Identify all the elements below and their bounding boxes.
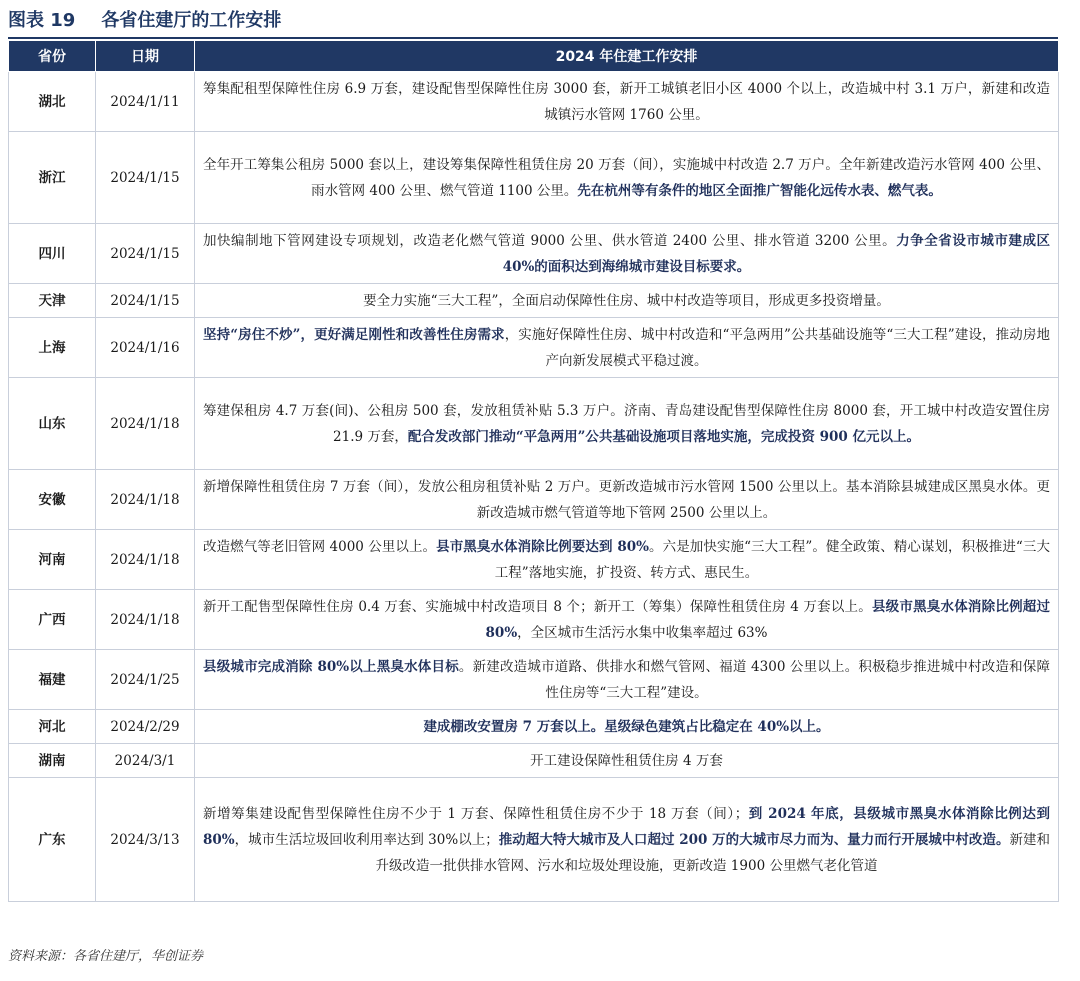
plan-text-emphasis: 县级城市完成消除 80%以上黑臭水体目标 xyxy=(203,658,459,675)
plan-cell xyxy=(195,590,1059,650)
plan-text: 开工建设保障性租赁住房 4 万套 xyxy=(530,752,723,769)
date-cell: 2024/2/29 xyxy=(96,710,195,744)
plan-text-emphasis: 县级市黑臭水体消除比例超过 80% xyxy=(485,598,1050,641)
province-cell: 安徽 xyxy=(9,470,96,530)
plan-text: 全年开工筹集公租房 5000 套以上，建设筹集保障性租赁住房 20 万套（间），实施城中村改造 2.7 万户。全年新建改造污水管网 400 公里、雨水管网 400 公里、燃气管道 1100 公里。 xyxy=(203,156,1050,199)
table-row xyxy=(9,778,1059,902)
date-cell: 2024/1/16 xyxy=(96,318,195,378)
table-row xyxy=(9,318,1059,378)
province-cell: 山东 xyxy=(9,378,96,470)
date-cell: 2024/1/15 xyxy=(96,224,195,284)
province-cell: 河南 xyxy=(9,530,96,590)
table-row xyxy=(9,284,1059,318)
plan-text-emphasis: 配合发改部门推动“平急两用”公共基础设施项目落地实施，完成投资 900 亿元以上。 xyxy=(407,428,920,445)
table-row xyxy=(9,132,1059,224)
province-cell: 湖北 xyxy=(9,72,96,132)
province-cell: 湖南 xyxy=(9,744,96,778)
plan-text-emphasis: 坚持“房住不炒”，更好满足刚性和改善性住房需求 xyxy=(203,326,505,343)
plan-text: 。新建改造城市道路、供排水和燃气管网、福道 4300 公里以上。积极稳步推进城中村改造和保障性住房等“三大工程”建设。 xyxy=(458,658,1050,701)
date-cell: 2024/1/11 xyxy=(96,72,195,132)
plan-cell xyxy=(195,132,1059,224)
date-cell: 2024/1/18 xyxy=(96,378,195,470)
plan-text: 筹集配租型保障性住房 6.9 万套，建设配售型保障性住房 3000 套，新开工城镇老旧小区 4000 个以上，改造城中村 3.1 万户，新建和改造城镇污水管网 1760 公里。 xyxy=(203,80,1050,123)
plan-cell xyxy=(195,470,1059,530)
province-cell: 浙江 xyxy=(9,132,96,224)
province-cell: 广东 xyxy=(9,778,96,902)
plan-text: ，城市生活垃圾回收利用率达到 30%以上； xyxy=(234,831,499,848)
figure-number: 图表 19 xyxy=(8,10,76,31)
table-row xyxy=(9,224,1059,284)
plan-text-emphasis: 推动超大特大城市及人口超过 200 万的大城市尽力而为、量力而行开展城中村改造。 xyxy=(498,831,1010,848)
plan-text-emphasis: 力争全省设市城市建成区 40%的面积达到海绵城市建设目标要求。 xyxy=(502,232,1051,275)
plan-text: 。六是加快实施“三大工程”。健全政策、精心谋划，积极推进“三大工程”落地实施，扩投资、转方式、惠民生。 xyxy=(494,538,1050,581)
plan-cell xyxy=(195,744,1059,778)
table-row xyxy=(9,710,1059,744)
plan-cell xyxy=(195,72,1059,132)
province-cell: 四川 xyxy=(9,224,96,284)
plan-text-emphasis: 先在杭州等有条件的地区全面推广智能化远传水表、燃气表。 xyxy=(577,182,942,199)
plan-text-emphasis: 县市黑臭水体消除比例要达到 80% xyxy=(436,538,649,555)
table-row xyxy=(9,530,1059,590)
table-header-row xyxy=(9,41,1059,72)
province-cell: 天津 xyxy=(9,284,96,318)
table-row xyxy=(9,72,1059,132)
plan-text: ，全区城市生活污水集中收集率超过 63% xyxy=(517,624,768,641)
plan-cell xyxy=(195,284,1059,318)
date-cell: 2024/1/18 xyxy=(96,470,195,530)
table-row xyxy=(9,650,1059,710)
province-cell: 河北 xyxy=(9,710,96,744)
header-province: 省份 xyxy=(9,41,96,72)
date-cell: 2024/1/18 xyxy=(96,530,195,590)
plan-text: 改造燃气等老旧管网 4000 公里以上。 xyxy=(203,538,437,555)
date-cell: 2024/3/1 xyxy=(96,744,195,778)
plan-text: 要全力实施“三大工程”，全面启动保障性住房、城中村改造等项目，形成更多投资增量。 xyxy=(363,292,890,309)
plan-text: 新增筹集建设配售型保障性住房不少于 1 万套、保障性租赁住房不少于 18 万套（间）； xyxy=(203,805,749,822)
source-note: 资料来源：各省住建厅，华创证券 xyxy=(8,949,204,964)
date-cell: 2024/1/18 xyxy=(96,590,195,650)
plan-text-emphasis: 到 2024 年底，县级城市黑臭水体消除比例达到 80% xyxy=(203,805,1050,848)
plan-text: 加快编制地下管网建设专项规划，改造老化燃气管道 9000 公里、供水管道 2400 公里、排水管道 3200 公里。 xyxy=(203,232,897,249)
date-cell: 2024/1/15 xyxy=(96,284,195,318)
plan-cell xyxy=(195,530,1059,590)
plan-text-emphasis: 建成棚改安置房 7 万套以上。星级绿色建筑占比稳定在 40%以上。 xyxy=(423,718,830,735)
plan-text: ，实施好保障性住房、城中村改造和“平急两用”公共基础设施等“三大工程”建设，推动房地产向新发展模式平稳过渡。 xyxy=(504,326,1051,369)
date-cell: 2024/3/13 xyxy=(96,778,195,902)
province-cell: 福建 xyxy=(9,650,96,710)
table-row xyxy=(9,590,1059,650)
figure-caption: 各省住建厅的工作安排 xyxy=(101,10,282,31)
plan-text: 新开工配售型保障性住房 0.4 万套、实施城中村改造项目 8 个；新开工（筹集）保障性租赁住房 4 万套以上。 xyxy=(203,598,872,615)
plan-text: 新建和升级改造一批供排水管网、污水和垃圾处理设施，更新改造 1900 公里燃气老化管道 xyxy=(375,831,1051,874)
plan-text: 筹建保租房 4.7 万套(间)、公租房 500 套，发放租赁补贴 5.3 万户。济南、青岛建设配售型保障性住房 8000 套，开工城中村改造安置住房 21.9 万套， xyxy=(203,402,1050,445)
header-date: 日期 xyxy=(96,41,195,72)
province-cell: 广西 xyxy=(9,590,96,650)
table-row xyxy=(9,470,1059,530)
plan-cell xyxy=(195,378,1059,470)
plan-cell xyxy=(195,650,1059,710)
plan-cell xyxy=(195,778,1059,902)
plan-cell xyxy=(195,710,1059,744)
housing-plan-table xyxy=(8,40,1059,902)
figure-title xyxy=(8,4,281,34)
table-row xyxy=(9,744,1059,778)
plan-text: 新增保障性租赁住房 7 万套（间），发放公租房租赁补贴 2 万户。更新改造城市污水管网 1500 公里以上。基本消除县城建成区黑臭水体。更新改造城市燃气管道等地下管网 2500 公里以上。 xyxy=(203,478,1050,521)
province-cell: 上海 xyxy=(9,318,96,378)
date-cell: 2024/1/25 xyxy=(96,650,195,710)
table-row xyxy=(9,378,1059,470)
date-cell: 2024/1/15 xyxy=(96,132,195,224)
plan-cell xyxy=(195,224,1059,284)
header-plan: 2024 年住建工作安排 xyxy=(195,41,1059,72)
title-rule xyxy=(8,37,1058,39)
plan-cell xyxy=(195,318,1059,378)
